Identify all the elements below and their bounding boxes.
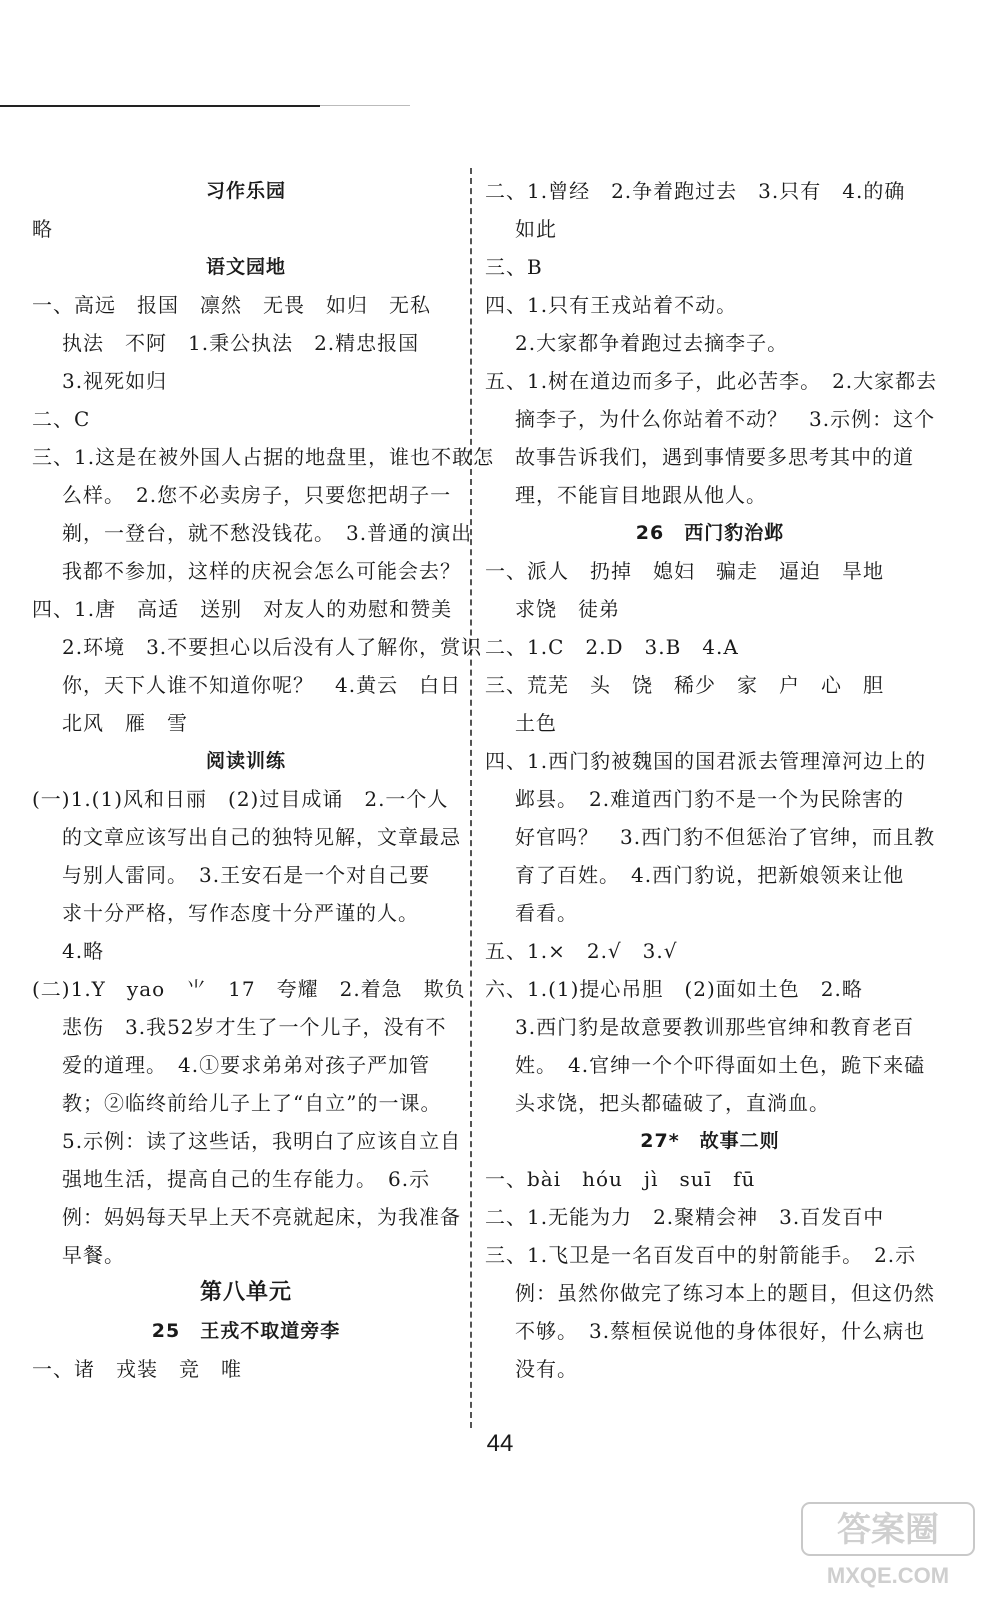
answer-line-continued: 理，不能盲目地跟从他人。: [515, 483, 767, 507]
top-rule: [0, 105, 320, 107]
answer-line: 略: [32, 217, 53, 241]
answer-line-continued: 剃，一登台，就不愁没钱花。 3.普通的演出: [62, 521, 473, 545]
answer-line-continued: 土色: [515, 711, 557, 735]
answer-line: 四、1.西门豹被魏国的国君派去管理漳河边上的: [485, 749, 927, 773]
answer-line: 四、1.唐 高适 送别 对友人的劝慰和赞美: [32, 597, 453, 621]
answer-line-continued: 3.西门豹是故意要教训那些官绅和教育老百: [515, 1015, 915, 1039]
answer-line: 五、1.× 2.√ 3.√: [485, 939, 678, 963]
answer-line-continued: 强地生活，提高自己的生存能力。 6.示: [62, 1167, 431, 1191]
answer-line-continued: 姓。 4.官绅一个个吓得面如土色，跪下来磕: [515, 1053, 926, 1077]
answer-line: 二、1.曾经 2.争着跑过去 3.只有 4.的确: [485, 179, 906, 203]
answer-line-continued: 例：虽然你做完了练习本上的题目，但这仍然: [515, 1281, 935, 1305]
answer-line-continued: 如此: [515, 217, 557, 241]
answer-line-continued: 摘李子，为什么你站着不动？ 3.示例：这个: [515, 407, 936, 431]
section-heading: 27* 故事二则: [640, 1130, 780, 1152]
answer-line-continued: 3.视死如归: [62, 369, 168, 393]
answer-line: 一、bài hóu jì suī fū: [485, 1167, 756, 1191]
left-column: [32, 172, 495, 1388]
answer-line-continued: 育了百姓。 4.西门豹说，把新娘领来让他: [515, 863, 905, 887]
section-heading: 26 西门豹治邺: [635, 522, 785, 544]
answer-line-continued: 5.示例：读了这些话，我明白了应该自立自: [62, 1129, 462, 1153]
answer-line-continued: 教；②临终前给儿子上了“自立”的一课。: [62, 1091, 442, 1115]
answer-line-continued: 么样。 2.您不必卖房子，只要您把胡子一: [62, 483, 452, 507]
answer-line: 三、1.飞卫是一名百发百中的射箭能手。 2.示: [485, 1243, 917, 1267]
answer-line-continued: 4.略: [62, 939, 105, 963]
answer-line-continued: 与别人雷同。 3.王安石是一个对自己要: [62, 863, 431, 887]
answer-line-continued: 2.大家都争着跑过去摘李子。: [515, 331, 789, 355]
answer-line-continued: 北风 雁 雪: [62, 711, 188, 735]
section-heading: 25 王戎不取道旁李: [151, 1320, 341, 1342]
answer-line: 三、1.这是在被外国人占据的地盘里，谁也不敢怎: [32, 445, 495, 469]
page-number: 44: [486, 1430, 514, 1457]
answer-line-continued: 故事告诉我们，遇到事情要多思考其中的道: [515, 445, 914, 469]
answer-line-continued: 好官吗？ 3.西门豹不但惩治了官绅，而且教: [515, 825, 936, 849]
answer-line-continued: 不够。 3.蔡桓侯说他的身体很好，什么病也: [515, 1319, 926, 1343]
answer-line: 一、高远 报国 凛然 无畏 如归 无私: [32, 293, 431, 317]
answer-line: 三、荒芜 头 饶 稀少 家 户 心 胆: [485, 673, 884, 697]
section-heading: 习作乐园: [205, 180, 286, 202]
watermark-bottom-text: MXQE.COM: [826, 1563, 950, 1588]
answer-line-continued: 没有。: [515, 1357, 578, 1381]
section-heading: 语文园地: [205, 256, 286, 278]
right-column: [485, 172, 938, 1388]
answer-line-continued: 头求饶，把头都磕破了，直淌血。: [515, 1091, 830, 1115]
answer-line: (一)1.(1)风和日丽 (2)过目成诵 2.一个人: [32, 787, 449, 811]
answer-line-continued: 看看。: [515, 901, 578, 925]
answer-line: 一、派人 扔掉 媳妇 骗走 逼迫 旱地: [485, 559, 884, 583]
answer-line-continued: 早餐。: [62, 1243, 125, 1267]
answer-line: 五、1.树在道边而多子，此必苦李。 2.大家都去: [485, 369, 938, 393]
answer-line-continued: 2.环境 3.不要担心以后没有人了解你，赏识: [62, 635, 483, 659]
answer-line: 六、1.(1)提心吊胆 (2)面如土色 2.略: [485, 977, 863, 1001]
answer-line: 二、1.无能为力 2.聚精会神 3.百发百中: [485, 1205, 885, 1229]
answer-line-continued: 爱的道理。 4.①要求弟弟对孩子严加管: [62, 1053, 431, 1077]
answer-line: 四、1.只有王戎站着不动。: [485, 293, 738, 317]
answer-line: 二、C: [32, 407, 91, 431]
section-heading: 阅读训练: [205, 750, 286, 772]
answer-line-continued: 悲伤 3.我52岁才生了一个儿子，没有不: [62, 1015, 447, 1039]
answer-line-continued: 求十分严格，写作态度十分严谨的人。: [62, 901, 419, 925]
answer-line: 二、1.C 2.D 3.B 4.A: [485, 635, 739, 659]
watermark-top-text: 答案圈: [837, 1510, 939, 1550]
column-divider: [470, 168, 472, 1428]
answer-line-continued: 邺县。 2.难道西门豹不是一个为民除害的: [515, 787, 905, 811]
answer-line-continued: 你，天下人谁不知道你呢？ 4.黄云 白日: [62, 673, 462, 697]
answer-line-continued: 执法 不阿 1.秉公执法 2.精忠报国: [62, 331, 420, 355]
answer-line-continued: 的文章应该写出自己的独特见解，文章最忌: [62, 825, 461, 849]
answer-line-continued: 求饶 徒弟: [515, 597, 620, 621]
answer-line: (二)1.Y yao ⺌ 17 夸耀 2.着急 欺负: [32, 977, 466, 1001]
watermark-logo: [798, 1497, 978, 1592]
unit-title: 第八单元: [199, 1280, 292, 1305]
answer-line-continued: 我都不参加，这样的庆祝会怎么可能会去？: [62, 559, 461, 583]
answer-line-continued: 例：妈妈每天早上天不亮就起床，为我准备: [62, 1205, 461, 1229]
answer-line: 三、B: [485, 255, 543, 279]
answer-line: 一、诸 戎装 竞 唯: [32, 1357, 242, 1381]
